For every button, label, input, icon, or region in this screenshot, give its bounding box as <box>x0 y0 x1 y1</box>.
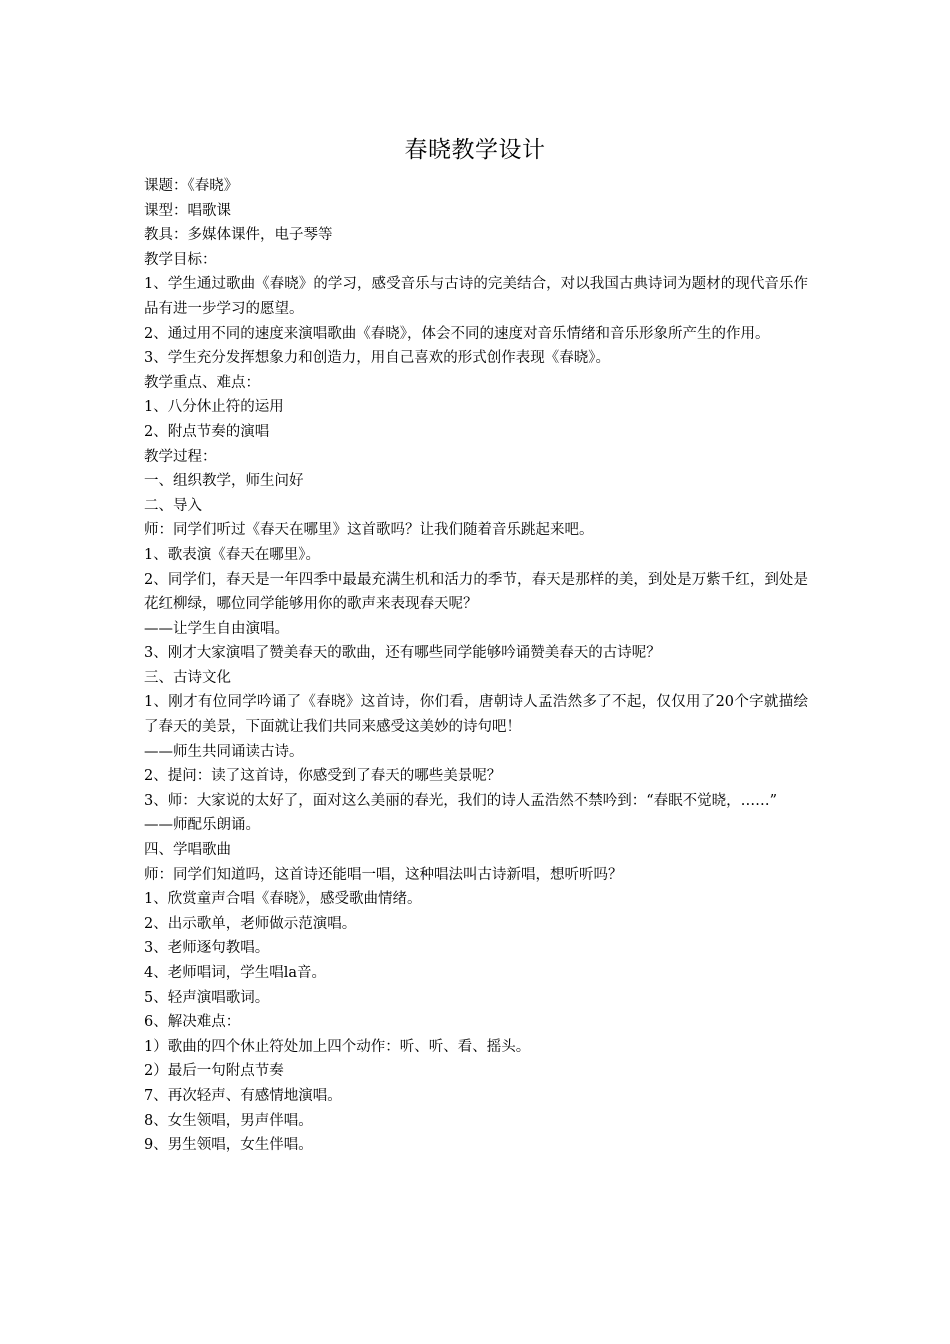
text-line: 3、学生充分发挥想象力和创造力，用自己喜欢的形式创作表现《春晓》。 <box>144 350 610 367</box>
text-line: 课题：《春晓》 <box>144 178 239 194</box>
text-line: 2、附点节奏的演唱 <box>144 423 270 440</box>
text-line: 7、再次轻声、有感情地演唱。 <box>144 1087 342 1104</box>
text-line: 教学目标： <box>144 251 217 268</box>
text-line: 2、通过用不同的速度来演唱歌曲《春晓》，体会不同的速度对音乐情绪和音乐形象所产生的作用。 <box>144 325 770 342</box>
text-line: 1、学生通过歌曲《春晓》的学习，感受音乐与古诗的完美结合，对以我国古典诗词为题材的现代音乐作品有进一步学习的愿望。 <box>144 276 808 317</box>
text-line: ——师配乐朗诵。 <box>144 817 260 834</box>
text-line: 教具：多媒体课件，电子琴等 <box>144 227 333 244</box>
text-line: 1、欣赏童声合唱《春晓》，感受歌曲情绪。 <box>144 891 422 908</box>
text-line: 四、学唱歌曲 <box>144 842 231 859</box>
text-line: 1、八分休止符的运用 <box>144 399 284 416</box>
text-line: 一、组织教学，师生问好 <box>144 473 304 490</box>
text-line: 教学重点、难点： <box>144 374 260 391</box>
document-body <box>144 174 808 1158</box>
text-line: 二、导入 <box>144 497 202 514</box>
text-line: 2、同学们，春天是一年四季中最最充满生机和活力的季节，春天是那样的美，到处是万紫千红，到处是花红柳绿，哪位同学能够用你的歌声来表现春天呢？ <box>144 571 808 613</box>
text-line: 2、提问：读了这首诗，你感受到了春天的哪些美景呢？ <box>144 768 502 785</box>
text-line: 6、解决难点： <box>144 1014 241 1031</box>
text-line: ——师生共同诵读古诗。 <box>144 743 304 760</box>
text-line: 课型：唱歌课 <box>144 202 231 219</box>
text-line: 三、古诗文化 <box>144 669 231 686</box>
text-line: ——让学生自由演唱。 <box>144 620 289 637</box>
text-line: 1、刚才有位同学吟诵了《春晓》这首诗，你们看，唐朝诗人孟浩然多了不起，仅仅用了20个字就描绘了春天的美景，下面就让我们共同来感受这美妙的诗句吧！ <box>144 694 808 736</box>
document-title: 春晓教学设计 <box>404 137 546 163</box>
text-line: 9、男生领唱，女生伴唱。 <box>144 1137 313 1154</box>
text-line: 3、刚才大家演唱了赞美春天的歌曲，还有哪些同学能够吟诵赞美春天的古诗呢？ <box>144 645 661 662</box>
text-line: 2）最后一句附点节奏 <box>144 1063 284 1080</box>
text-line: 8、女生领唱，男声伴唱。 <box>144 1112 313 1129</box>
text-line: 2、出示歌单，老师做示范演唱。 <box>144 915 357 932</box>
text-line: 3、师：大家说的太好了，面对这么美丽的春光，我们的诗人孟浩然不禁吟到：“春眠不觉晓，……” <box>144 792 778 809</box>
text-line: 师：同学们知道吗，这首诗还能唱一唱，这种唱法叫古诗新唱，想听听吗？ <box>144 866 623 883</box>
text-line: 5、轻声演唱歌词。 <box>144 989 270 1006</box>
text-line: 3、老师逐句教唱。 <box>144 940 270 957</box>
text-line: 教学过程： <box>144 448 217 465</box>
text-line: 师：同学们听过《春天在哪里》这首歌吗？让我们随着音乐跳起来吧。 <box>144 522 594 539</box>
text-line: 1、歌表演《春天在哪里》。 <box>144 546 320 563</box>
text-line: 4、老师唱词，学生唱la音。 <box>144 965 327 981</box>
text-line: 1）歌曲的四个休止符处加上四个动作：听、听、看、摇头。 <box>144 1038 531 1055</box>
